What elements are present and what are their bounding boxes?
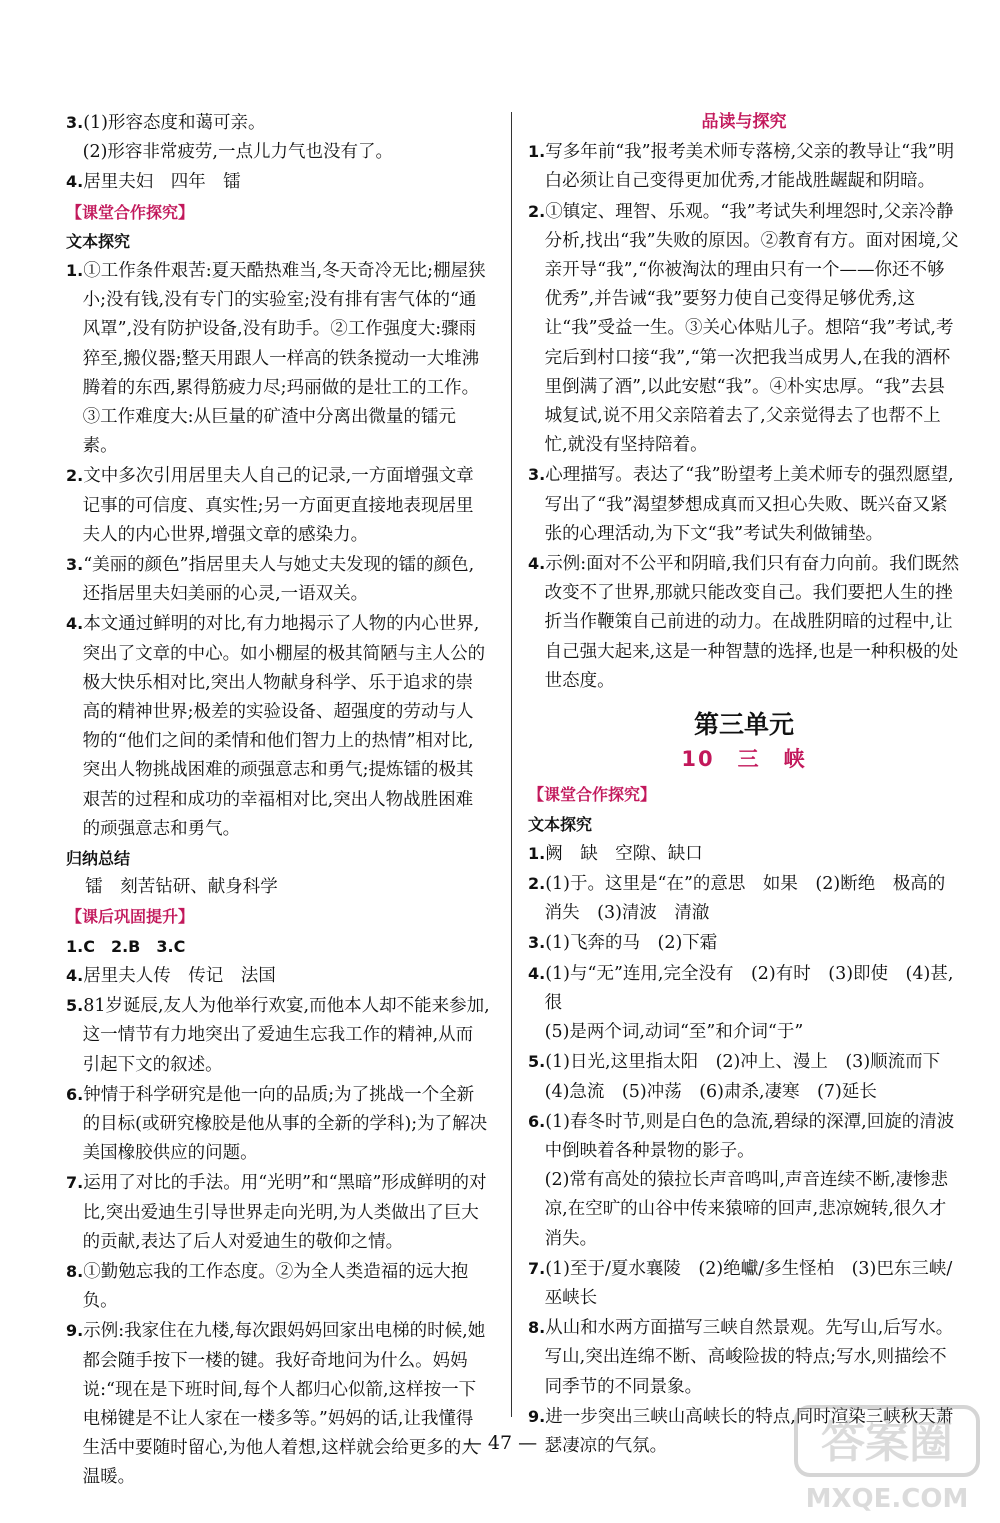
answer-item: 4.(1)与“无”连用,完全没有 (2)有时 (3)即使 (4)甚,很: [528, 963, 954, 1013]
answer-item: 9.进一步突出三峡山高峡长的特点,同时渲染三峡秋天萧瑟凄凉的气氛。: [528, 1406, 954, 1456]
answer-item: 1.阙 缺 空隙、缺口: [528, 843, 703, 864]
answer-item: 4.居里夫人传 传记 法国: [66, 965, 276, 986]
section-title: 品读与探究: [701, 112, 787, 132]
answer-subitem: (2)形容非常疲劳,一点儿力气也没有了。: [82, 142, 393, 163]
subheading: 文本探究: [66, 231, 131, 251]
column-divider: [511, 112, 512, 1417]
answer-item: 7.(1)至于/夏水襄陵 (2)绝巘/多生怪柏 (3)巴东三峡/巫峡长: [528, 1258, 953, 1308]
answer-item: 6.(1)春冬时节,则是白色的急流,碧绿的深潭,回旋的清波中倒映着各种景物的影子。: [528, 1111, 955, 1161]
answer-subitem: (5)是两个词,动词“至”和介词“于”: [544, 1022, 804, 1043]
answer-item: 5.81岁诞辰,友人为他举行欢宴,而他本人却不能来参加,这一情节有力地突出了爱迪生忘我工作的精神,从而引起下文的叙述。: [66, 996, 490, 1075]
page-number: — 47 —: [462, 1432, 538, 1454]
answer-item: 1.①工作条件艰苦:夏天酷热难当,冬天奇冷无比;棚屋狭小;没有钱,没有专门的实验室;没有排有害气体的“通风罩”,没有防护设备,没有助手。②工作强度大:骤雨猝至,搬仪器;整天用跟人一样高的铁条搅动一大堆沸腾着的东西,累得筋疲力尽;玛丽做的是壮工的工作。③工作难度大:从巨量的矿渣中分离出微量的镭元素。: [66, 261, 486, 457]
watermark-url: MXQE.COM: [805, 1484, 969, 1514]
answer-item: 2.(1)于。这里是“在”的意思 如果 (2)断绝 极高的 消失 (3)清波 清澈: [528, 874, 963, 924]
answer-item: 8.从山和水两方面描写三峡自然景观。先写山,后写水。写山,突出连绵不断、高峻险拔的特点;写水,则描绘不同季节的不同景象。: [528, 1318, 954, 1397]
answer-item: 2.文中多次引用居里夫人自己的记录,一方面增强文章记事的可信度、真实性;另一方面更直接地表现居里夫人的内心世界,增强文章的感染力。: [66, 466, 474, 545]
section-tag: 【课堂合作探究】: [66, 202, 195, 222]
answer-item: 4.居里夫妇 四年 镭: [66, 172, 241, 193]
answer-item: 3.“美丽的颜色”指居里夫人与她丈夫发现的镭的颜色,还指居里夫妇美丽的心灵,一语双关。: [66, 555, 475, 605]
answer-item: 2.①镇定、理智、乐观。“我”考试失利埋怨时,父亲冷静分析,找出“我”失败的原因。②教育有方。面对困境,父亲开导“我”,“你被淘汰的理由只有一个——你还不够优秀”,并告诫“我”要努力使自己变得足够优秀,这让“我”受益一生。③关心体贴儿子。想陪“我”考试,考完后到村口接“我”,“第一次把我当成男人,在我的酒杯里倒满了酒”,以此安慰“我”。④朴实忠厚。“我”去县城复试,说不用父亲陪着去了,父亲觉得去了也帮不上忙,就没有坚持陪着。: [528, 201, 959, 456]
subheading: 归纳总结: [66, 849, 131, 869]
answer-item: 8.①勤勉忘我的工作态度。②为全人类造福的远大抱负。: [66, 1261, 469, 1312]
answer-item: 3.心理描写。表达了“我”盼望考上美术师专的强烈愿望,写出了“我”渴望梦想成真而又担心失败、既兴奋又紧张的心理活动,为下文“我”考试失利做铺垫。: [528, 465, 954, 544]
answer-item: 5.(1)日光,这里指太阳 (2)冲上、漫上 (3)顺流而下: [528, 1052, 941, 1073]
answer-item: 4.本文通过鲜明的对比,有力地揭示了人物的内心世界,突出了文章的中心。如小棚屋的极其简陋与主人公的极大快乐相对比,突出人物献身科学、乐于追求的崇高的精神世界;极差的实验设备、超强度的劳动与人物的“他们之间的柔情和他们智力上的热情”相对比,突出人物挑战困难的顽强意志和勇气;提炼镭的极其艰苦的过程和成功的幸福相对比,突出人物战胜困难的顽强意志和勇气。: [66, 614, 486, 839]
answer-item: 7.运用了对比的手法。用“光明”和“黑暗”形成鲜明的对比,突出爱迪生引导世界走向光明,为人类做出了巨大的贡献,表达了后人对爱迪生的敬仰之情。: [66, 1173, 487, 1252]
answer-subitem: (4)急流 (5)冲荡 (6)肃杀,凄寒 (7)延长: [544, 1081, 877, 1102]
section-tag: 【课后巩固提升】: [66, 907, 195, 927]
answer-subitem: (2)常有高处的猿拉长声音鸣叫,声音连续不断,凄惨悲凉,在空旷的山谷中传来猿啼的回声,悲凉婉转,很久才消失。: [544, 1170, 949, 1249]
answer-item: 3.(1)飞奔的马 (2)下霜: [528, 933, 718, 954]
lesson-title: 10 三 峡: [681, 747, 807, 772]
summary-text: 镭 刻苦钻研、献身科学: [85, 877, 278, 898]
unit-title: 第三单元: [693, 710, 794, 740]
section-tag: 【课堂合作探究】: [528, 785, 657, 805]
subheading: 文本探究: [528, 814, 593, 834]
watermark-text: 答案圈: [821, 1417, 953, 1468]
answer-item: 4.示例:面对不公平和阴暗,我们只有奋力向前。我们既然改变不了世界,那就只能改变自己。我们要把人生的挫折当作鞭策自己前进的动力。在战胜阴暗的过程中,让自己强大起来,这是一种智慧的选择,也是一种积极的处世态度。: [528, 554, 960, 691]
answer-choices: 1.C 2.B 3.C: [66, 936, 186, 956]
answer-item: 9.示例:我家住在九楼,每次跟妈妈回家出电梯的时候,她都会随手按下一楼的键。我好奇地问为什么。妈妈说:“现在是下班时间,每个人都归心似箭,这样按一下电梯键是不让人家在一楼多等。”妈妈的话,让我懂得生活中要随时留心,为他人着想,这样就会给更多的人温暖。: [66, 1321, 486, 1488]
right-column: [528, 108, 963, 1461]
left-column: [66, 108, 490, 1493]
answer-item: 1.写多年前“我”报考美术师专落榜,父亲的教导让“我”明白必须让自己变得更加优秀,才能战胜龌龊和阴暗。: [528, 142, 955, 192]
answer-item: 3.(1)形容态度和蔼可亲。: [66, 113, 266, 133]
watermark-logo: [792, 1403, 982, 1515]
answer-item: 6.钟情于科学研究是他一向的品质;为了挑战一个全新的目标(或研究橡胶是他从事的全新的学科);为了解决美国橡胶供应的问题。: [66, 1084, 488, 1164]
